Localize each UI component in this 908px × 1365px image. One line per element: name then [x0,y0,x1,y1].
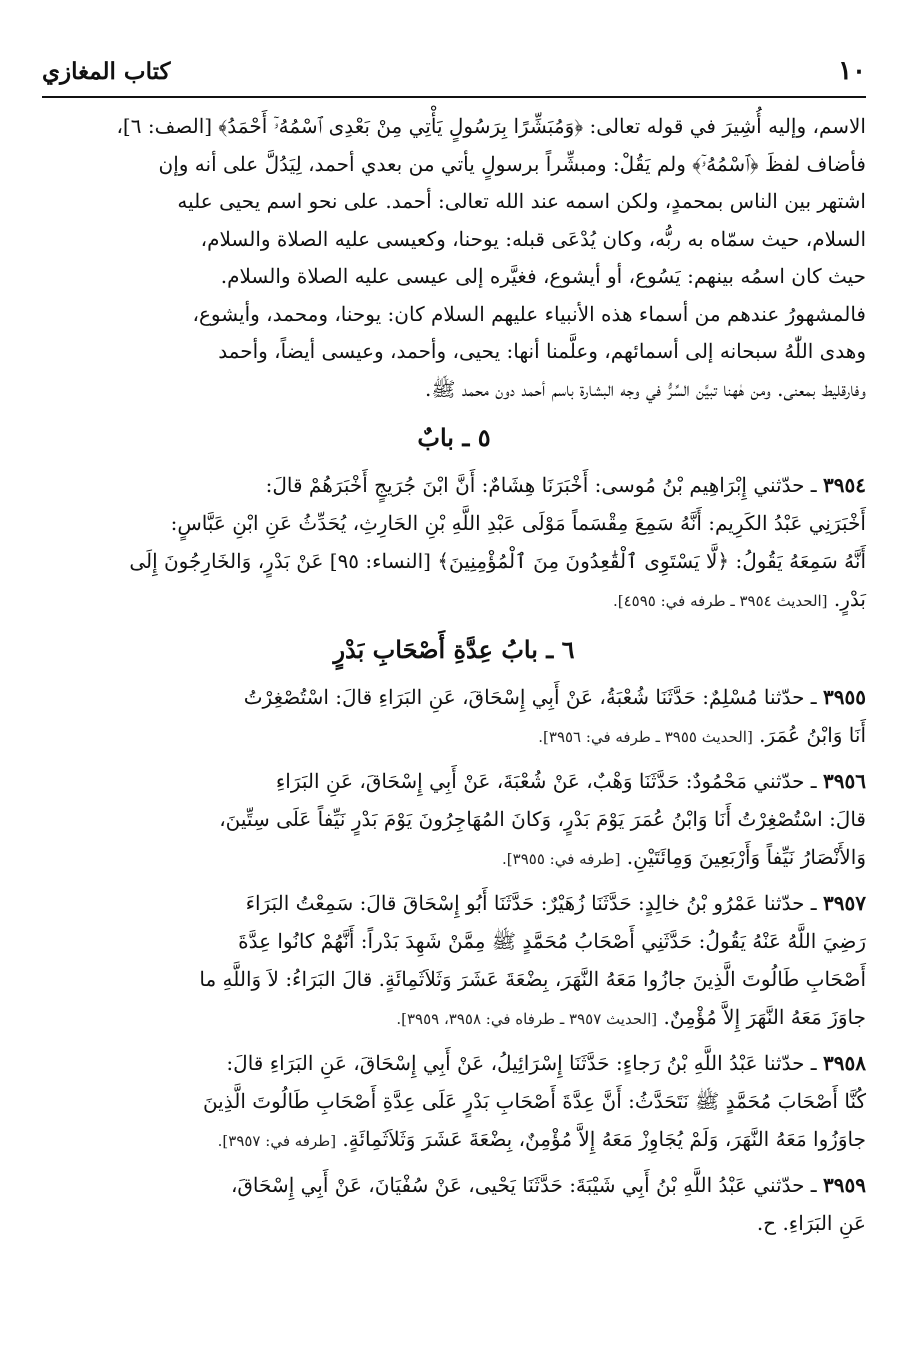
page-number: ١٠ [838,56,866,86]
hadith-entry [42,466,866,620]
hadith-entry [42,1044,866,1160]
hadith-text-line: ـ حدّثنا عَبْدُ اللَّهِ بْنُ رَجاءٍ: حَدَّثَنَا إِسْرَائِيلُ، عَنْ أَبِي إِسْحَاقَ، عَنِ البَرَاءِ قالَ: [226,1051,817,1075]
hadith-text-line: أَخْبَرَنِي عَبْدُ الكَرِيم: أَنَّهُ سَمِعَ مِقْسَماً مَوْلَى عَبْدِ اللَّهِ بْنِ الحَارِثِ، يُحَدِّثُ عَنِ ابْنِ عَبَّاسٍ: [170,511,866,535]
hadith-number: ٣٩٥٤ [823,473,866,497]
intro-commentary [42,108,866,408]
hadith-text-line: وَالأَنْصَارُ نَيِّفاً وَأَرْبَعِينَ وَمِائَتَيْنِ. [626,845,866,869]
hadith-text-line: بَدْرٍ. [833,587,866,611]
hadith-cross-reference: [الحديث ٣٩٥٥ ـ طرفه في: ٣٩٥٦]. [538,728,753,746]
hadith-text-line: ـ حدّثنا مُسْلِمٌ: حَدَّثَنَا شُعْبَةُ، عَنْ أَبِي إِسْحَاقَ، عَنِ البَرَاءِ قالَ: اسْتُصْغِرْتُ [243,685,817,709]
hadith-entry [42,678,866,756]
intro-line: الاسم، وإليه أُشِيرَ في قوله تعالى: ﴿وَمُبَشِّرًا بِرَسُولٍ يَأْتِي مِنْ بَعْدِى ٱسْمُهُۥٓ أَحْمَدُ﴾ [الصف: ٦]، [116,114,866,138]
intro-line: السلام، حيث سمّاه به ربُّه، وكان يُدْعَى قبله: يوحنا، وكعيسى عليه الصلاة والسلام، [200,226,866,251]
intro-line: فالمشهورُ عندهم من أسماء هذه الأنبياء عليهم السلام كان: يوحنا، ومحمد، وأيشوع، [192,301,866,326]
intro-line: وفارقليط بمعنى. ومن هٰهنا تبيَّن السِّرُّ في وجه البشارة باسم أحمد دون محمد ﷺ. [425,376,866,401]
hadith-text-line: عَنِ البَرَاءِ. ح. [756,1211,866,1235]
hadith-text-line: ـ حدّثني إِبْرَاهِيم بْنُ مُوسى: أَخْبَرَنَا هِشَامٌ: أَنَّ ابْنَ جُرَيجٍ أَخْبَرَهُمْ قالَ: [265,473,817,497]
hadith-number: ٣٩٥٨ [823,1051,866,1075]
hadith-text-line: جاوَزُوا مَعَهُ النَّهَرَ، وَلَمْ يُجَاوِزْ مَعَهُ إِلاَّ مُؤْمِنٌ، بِضْعَةَ عَشَرَ وَثَلاَثَمِائَةٍ. [342,1127,866,1151]
hadith-text-line: قالَ: اسْتُصْغِرْتُ أَنَا وَابْنُ عُمَرَ يَوْمَ بَدْرٍ، وَكانَ المُهَاجِرُونَ يَوْمَ بَدْرٍ نَيِّفاً عَلَى سِتِّينَ، [219,807,866,831]
hadith-number: ٣٩٥٥ [823,685,866,709]
hadith-text-line: جاوَزَ مَعَهُ النَّهَرَ إِلاَّ مُؤْمِنٌ. [663,1005,866,1029]
hadith-text-line: كُنَّا أَصْحَابَ مُحَمَّدٍ ﷺ نَتَحَدَّثُ: أَنَّ عِدَّةَ أَصْحَابِ بَدْرٍ عَلَى عِدَّةِ أَصْحَابِ طَالُوتَ الَّذِينَ [202,1089,866,1113]
hadith-text-line: رَضِيَ اللَّهُ عَنْهُ يَقُولُ: حَدَّثَنِي أَصْحَابُ مُحَمَّدٍ ﷺ مِمَّنْ شَهِدَ بَدْراً: أَنَّهُمْ كانُوا عِدَّةَ [238,929,866,953]
hadith-text-line: أَنَّهُ سَمِعَهُ يَقُولُ: ﴿لَّا يَسْتَوِى ٱلْقَٰعِدُونَ مِنَ ٱلْمُؤْمِنِينَ﴾ [النساء: ٩٥] عَنْ بَدْرٍ، وَالخَارِجُونَ إِلَى [129,549,866,573]
hadith-entry [42,1166,866,1242]
hadith-number: ٣٩٥٧ [823,891,866,915]
page-header [42,56,866,98]
intro-line: اشتهر بين الناس بمحمدٍ، ولكن اسمه عند الله تعالى: أحمد. على نحو اسم يحيى عليه [177,189,866,213]
hadith-text-line: ـ حدّثني مَحْمُودٌ: حَدَّثَنَا وَهْبٌ، عَنْ شُعْبَةَ، عَنْ أَبِي إِسْحَاقَ، عَنِ البَرَاءِ [275,769,817,793]
hadith-entry [42,884,866,1038]
intro-line: فأضاف لفظَ ﴿ٱسْمُهُۥٓ﴾ ولم يَقُلْ: ومبشِّراً برسولٍ يأتي من بعدي أحمد، لِيَدُلَّ على أنه وإن [158,151,866,176]
hadith-cross-reference: [الحديث ٣٩٥٧ ـ طرفاه في: ٣٩٥٨، ٣٩٥٩]. [396,1010,658,1028]
hadith-number: ٣٩٥٩ [823,1173,866,1197]
hadith-number: ٣٩٥٦ [823,769,866,793]
hadith-cross-reference: [الحديث ٣٩٥٤ ـ طرفه في: ٤٥٩٥]. [613,592,828,610]
hadith-text-line: أَنَا وَابْنُ عُمَرَ. [759,723,866,747]
hadith-text-line: أَصْحَابِ طَالُوتَ الَّذِينَ جازُوا مَعَهُ النَّهَرَ، بِضْعَةَ عَشَرَ وَثَلاَثَمِائَةٍ. قالَ البَرَاءُ: لاَ وَاللَّهِ ما [199,967,866,991]
chapter-heading: ٦ ـ بابُ عِدَّةِ أَصْحَابِ بَدْرٍ [333,635,575,664]
intro-line: حيث كان اسمُه بينهم: يَسُوع، أو أيشوع، فغيَّره إلى عيسى عليه الصلاة والسلام. [220,264,866,288]
intro-line: وهدى اللّٰهُ سبحانه إلى أسمائهم، وعلَّمنا أنها: يحيى، وأحمد، وعيسى أيضاً، وأحمد [218,339,866,363]
hadith-entry [42,762,866,878]
hadith-cross-reference: [طرفه في: ٣٩٥٥]. [502,850,621,868]
chapter-heading: ٥ ـ بابٌ [417,423,491,452]
hadith-text-line: ـ حدّثنا عَمْرُو بْنُ خالِدٍ: حَدَّثَنَا زُهَيْرٌ: حَدَّثَنَا أَبُو إِسْحَاقَ قالَ: سَمِعْتُ البَرَاءَ [245,891,817,915]
running-title: كتاب المغازي [42,58,171,85]
hadith-text-line: ـ حدّثني عَبْدُ اللَّهِ بْنُ أَبِي شَيْبَةَ: حَدَّثَنَا يَحْيى، عَنْ سُفْيَانَ، عَنْ أَبِي إِسْحَاقَ، [230,1173,817,1197]
hadith-cross-reference: [طرفه في: ٣٩٥٧]. [217,1132,337,1150]
